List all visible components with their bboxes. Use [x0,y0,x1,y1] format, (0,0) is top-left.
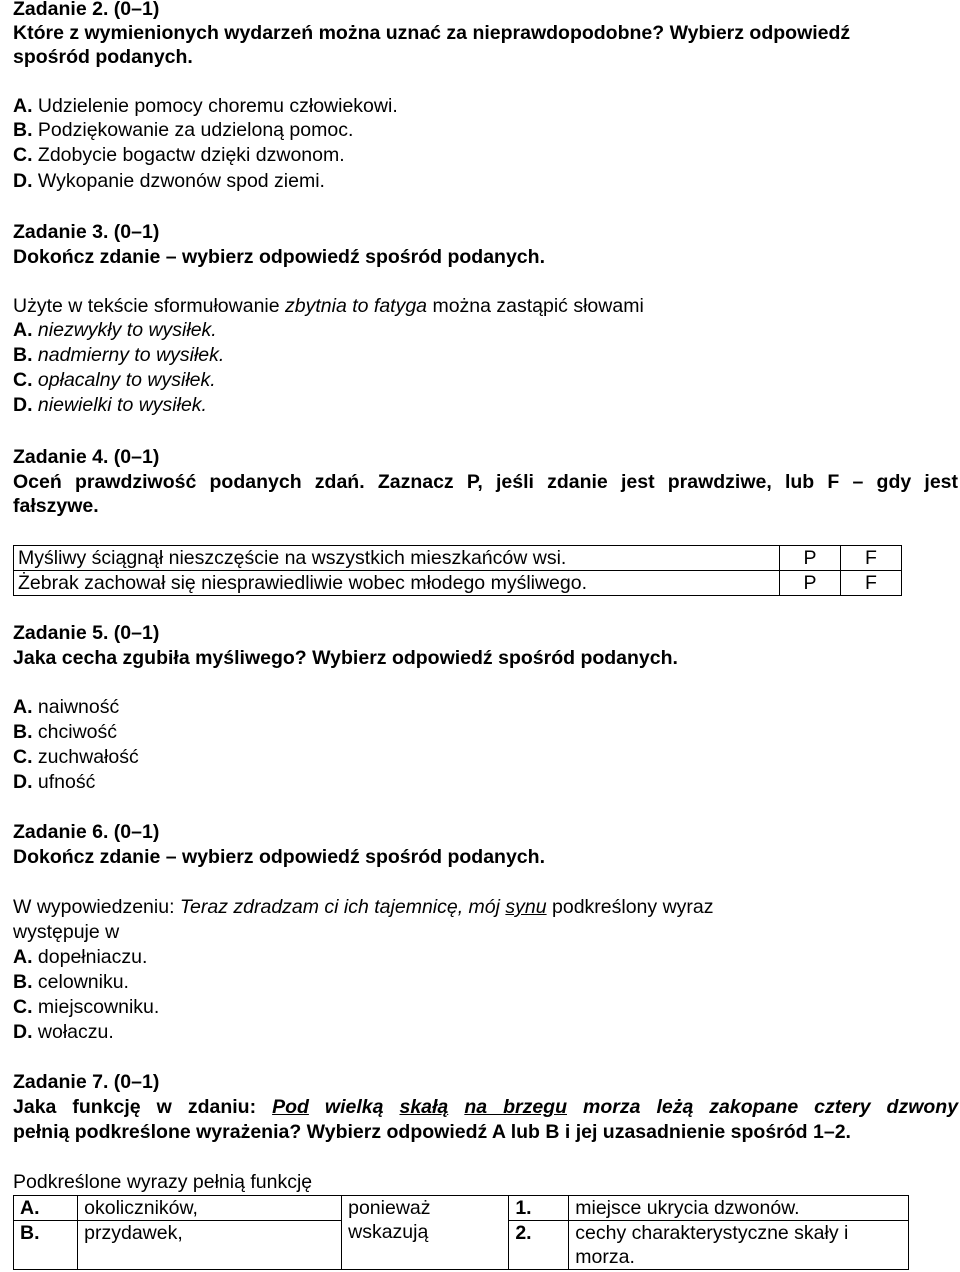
task-4-title: Zadanie 4. (0–1) [13,446,160,468]
task-2-title: Zadanie 2. (0–1) [13,0,160,20]
task-5-option-d[interactable]: D. ufność [13,771,96,793]
task-2-question: Które z wymienionych wydarzeń można uznać za nieprawdopodobne? Wybierz odpowiedź [13,22,851,44]
task-2-question-cont: spośród podanych. [13,46,193,68]
reason-2-text[interactable]: cechy charakterystyczne skały i morza. [569,1221,909,1270]
task-3-option-c[interactable]: C. opłacalny to wysiłek. [13,369,216,391]
task-7-question-cont: pełnią podkreślone wyrażenia? Wybierz odpowiedź A lub B i jej uzasadnienie spośród 1–2. [13,1121,851,1143]
task-6-instruction: Dokończ zdanie – wybierz odpowiedź spośród podanych. [13,846,545,868]
true-choice-1[interactable]: P [780,546,841,571]
statement-1: Myśliwy ściągnął nieszczęście na wszystkich mieszkańców wsi. [14,546,780,571]
false-choice-2[interactable]: F [841,571,902,596]
option-b-text[interactable]: przydawek, [78,1221,342,1270]
task-2-option-d[interactable]: D. Wykopanie dzwonów spod ziemi. [13,170,325,192]
true-choice-2[interactable]: P [780,571,841,596]
table-row [14,571,902,596]
reason-2-number[interactable]: 2. [509,1221,569,1270]
true-false-table [13,545,902,596]
task-5-option-c[interactable]: C. zuchwałość [13,746,139,768]
task-5-title: Zadanie 5. (0–1) [13,622,160,644]
option-a-letter[interactable]: A. [14,1196,78,1221]
task-6-stem: W wypowiedzeniu: Teraz zdradzam ci ich tajemnicę, mój synu podkreślony wyraz [13,896,714,918]
task-6-option-d[interactable]: D. wołaczu. [13,1021,114,1043]
task-3-title: Zadanie 3. (0–1) [13,221,160,243]
task-6-option-c[interactable]: C. miejscowniku. [13,996,160,1018]
task-7-title: Zadanie 7. (0–1) [13,1071,160,1093]
connector-cell: ponieważ wskazują [342,1196,509,1270]
task-7-answer-table [13,1195,909,1270]
task-2-option-a[interactable]: A. Udzielenie pomocy choremu człowiekowi. [13,95,398,117]
task-6-title: Zadanie 6. (0–1) [13,821,160,843]
reason-1-number[interactable]: 1. [509,1196,569,1221]
task-5-instruction: Jaka cecha zgubiła myśliwego? Wybierz odpowiedź spośród podanych. [13,647,678,669]
task-2-option-b[interactable]: B. Podziękowanie za udzieloną pomoc. [13,119,354,141]
task-6-stem-cont: występuje w [13,921,120,943]
task-7-question: Jaka funkcję w zdaniu: Pod wielką skałą na brzegu morza leżą zakopane cztery dzwony [13,1096,959,1118]
task-3-option-d[interactable]: D. niewielki to wysiłek. [13,394,207,416]
false-choice-1[interactable]: F [841,546,902,571]
table-row [14,1196,909,1221]
task-3-instruction: Dokończ zdanie – wybierz odpowiedź spośród podanych. [13,246,545,268]
task-2-option-c[interactable]: C. Zdobycie bogactw dzięki dzwonom. [13,144,345,166]
task-6-option-a[interactable]: A. dopełniaczu. [13,946,148,968]
reason-1-text[interactable]: miejsce ukrycia dzwonów. [569,1196,909,1221]
task-3-option-a[interactable]: A. niezwykły to wysiłek. [13,319,217,341]
task-5-option-b[interactable]: B. chciwość [13,721,118,743]
option-a-text[interactable]: okoliczników, [78,1196,342,1221]
table-row [14,546,902,571]
task-3-option-b[interactable]: B. nadmierny to wysiłek. [13,344,225,366]
task-4-instruction: Oceń prawdziwość podanych zdań. Zaznacz P, jeśli zdanie jest prawdziwe, lub F – gdy jest [13,471,958,493]
task-3-stem: Użyte w tekście sformułowanie zbytnia to fatyga można zastąpić słowami [13,295,644,317]
task-7-table-caption: Podkreślone wyrazy pełnią funkcję [13,1171,313,1193]
task-4-instruction-cont: fałszywe. [13,495,99,517]
statement-2: Żebrak zachował się niesprawiedliwie wobec młodego myśliwego. [14,571,780,596]
task-5-option-a[interactable]: A. naiwność [13,696,120,718]
task-6-option-b[interactable]: B. celowniku. [13,971,129,993]
option-b-letter[interactable]: B. [14,1221,78,1270]
